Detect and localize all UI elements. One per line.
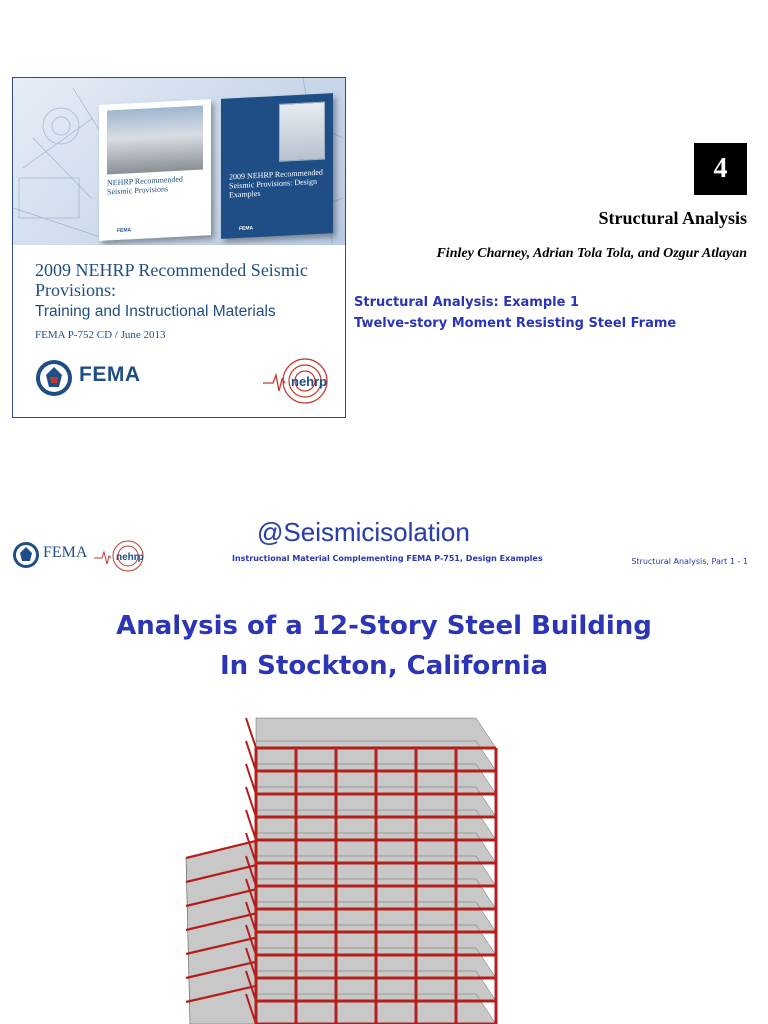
book1-title: NEHRP Recommended Seismic Provisions xyxy=(107,174,183,197)
slide-title-line1: Analysis of a 12-Story Steel Building xyxy=(116,611,652,641)
nehrp-logo-text: nehrp xyxy=(291,374,328,389)
example-title: Structural Analysis: Example 1 xyxy=(354,295,579,310)
footer-page-label: Structural Analysis, Part 1 - 1 xyxy=(631,557,748,566)
book2-fema-label: FEMA xyxy=(239,225,254,232)
dhs-seal-icon xyxy=(35,359,73,397)
cover-publication: FEMA P-752 CD / June 2013 xyxy=(35,329,166,341)
chapter-number: 4 xyxy=(694,143,747,195)
footer-dhs-seal-icon xyxy=(12,541,40,569)
footer-center-text: Instructional Material Complementing FEMA P-751, Design Examples xyxy=(232,554,543,563)
cover-title: 2009 NEHRP Recommended Seismic Provisions: xyxy=(35,260,308,300)
book-building-photo xyxy=(107,105,203,174)
book1-fema-label: FEMA xyxy=(117,227,132,234)
book-design-examples xyxy=(221,93,333,239)
book-inset-cover xyxy=(279,101,325,161)
book-provisions xyxy=(99,99,211,241)
cover-fema-logo-text: FEMA xyxy=(79,363,141,386)
steel-frame-3d-model xyxy=(176,708,546,1024)
footer-nehrp-logo-icon xyxy=(94,538,154,574)
cover-books-banner xyxy=(13,78,345,245)
cover-image xyxy=(12,77,346,418)
chapter-title: Structural Analysis xyxy=(598,208,747,228)
cover-text-area xyxy=(13,245,345,418)
chapter-authors: Finley Charney, Adrian Tola Tola, and Ozgur Atlayan xyxy=(436,246,747,261)
example-subtitle: Twelve-story Moment Resisting Steel Frame xyxy=(354,316,677,331)
watermark-text: @Seismicisolation xyxy=(257,517,470,547)
slide-title-line2: In Stockton, California xyxy=(219,651,549,681)
nehrp-logo-icon xyxy=(261,353,337,405)
book2-title: 2009 NEHRP Recommended Seismic Provisions: Design Examples xyxy=(229,167,323,200)
footer-nehrp-text: nehrp xyxy=(116,552,144,563)
cover-subtitle: Training and Instructional Materials xyxy=(35,303,276,320)
footer-fema-text: FEMA xyxy=(43,544,88,561)
